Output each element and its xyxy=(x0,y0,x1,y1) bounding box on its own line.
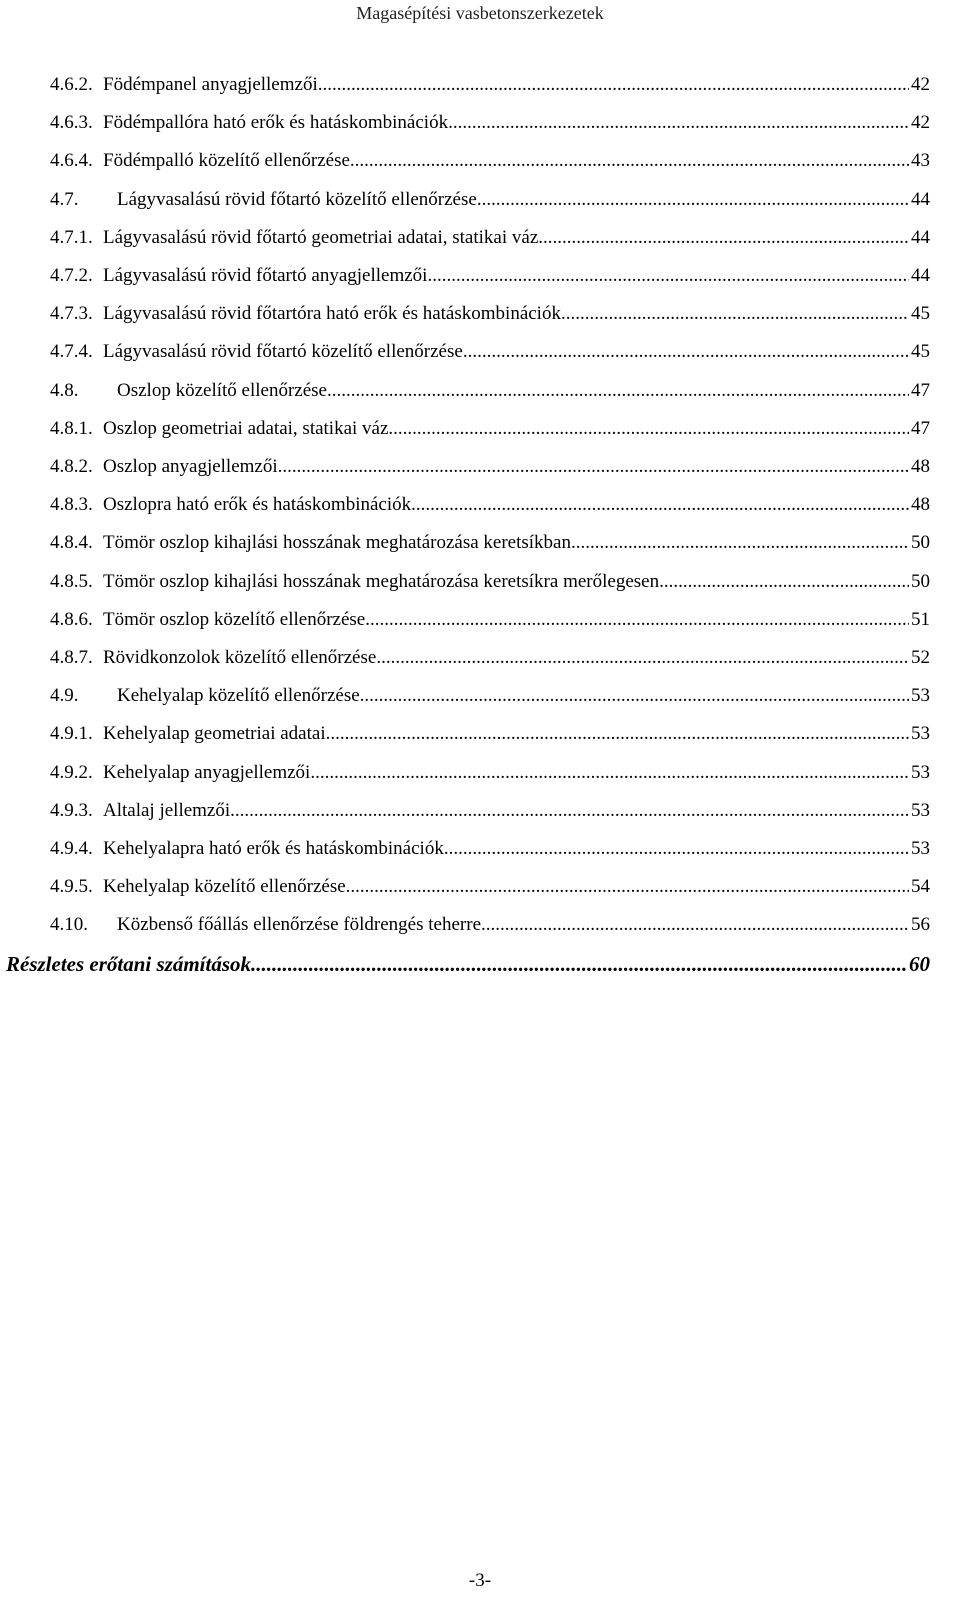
toc-entry[interactable] xyxy=(0,912,960,938)
toc-entry[interactable] xyxy=(0,760,960,786)
toc-entry-page: 51 xyxy=(911,608,930,630)
toc-entry[interactable] xyxy=(0,569,960,595)
dot-leader xyxy=(310,760,909,786)
toc-entry-page: 44 xyxy=(911,188,930,210)
toc-entry-body xyxy=(117,683,930,709)
toc-entry-title: Lágyvasalású rövid főtartó anyagjellemzői xyxy=(103,265,428,286)
toc-entry-body xyxy=(103,798,930,824)
toc-entry-number: 4.6.3. xyxy=(50,112,93,134)
toc-entry-body xyxy=(103,301,930,327)
toc-entry-body xyxy=(117,187,930,213)
toc-entry[interactable] xyxy=(0,874,960,900)
toc-entry-body xyxy=(103,148,930,174)
toc-entry-page: 44 xyxy=(911,265,930,286)
dot-leader xyxy=(481,912,909,938)
toc-entry[interactable] xyxy=(0,110,960,136)
toc-entry-page: 42 xyxy=(911,112,930,134)
dot-leader xyxy=(427,263,909,289)
toc-entry-title: Lágyvasalású rövid főtartóra ható erők és hatáskombinációk xyxy=(103,303,561,325)
toc-entry-body xyxy=(103,607,930,633)
dot-leader xyxy=(278,454,909,480)
toc-entry-body xyxy=(103,492,930,518)
toc-entry-body xyxy=(117,912,930,938)
toc-entry-title: Tömör oszlop kihajlási hosszának meghatározása keretsíkra merőlegesen xyxy=(103,570,660,592)
toc-entry-number: 4.9. xyxy=(50,685,79,707)
toc-entry[interactable] xyxy=(0,378,960,404)
toc-entry-page: 54 xyxy=(911,876,930,898)
toc-entry-page: 47 xyxy=(911,417,930,439)
toc-entry-title: Kehelyalap közelítő ellenőrzése xyxy=(103,876,346,898)
toc-entry-page: 48 xyxy=(911,456,930,477)
toc-entry-title: Födémpallóra ható erők és hatáskombinációk xyxy=(103,112,449,134)
toc-entry[interactable] xyxy=(0,645,960,671)
toc-entry-title: Kehelyalapra ható erők és hatáskombinációk xyxy=(103,838,444,859)
toc-entry-title: Altalaj jellemzői xyxy=(103,799,231,821)
toc-entry-number: 4.8.1. xyxy=(50,417,93,439)
toc-entry[interactable] xyxy=(0,301,960,327)
toc-entry-number: 4.10. xyxy=(50,914,88,936)
toc-entry[interactable] xyxy=(0,187,960,213)
toc-entry-title: Oszlop anyagjellemzői xyxy=(103,456,278,477)
toc-entry-body xyxy=(103,225,930,251)
toc-entry[interactable] xyxy=(0,951,960,977)
toc-entry-number: 4.7.3. xyxy=(50,303,93,325)
toc-entry-page: 44 xyxy=(911,226,930,248)
toc-entry-title: Oszlop geometriai adatai, statikai váz xyxy=(103,417,389,439)
dot-leader xyxy=(376,645,909,671)
dot-leader xyxy=(659,569,909,595)
toc-entry-body xyxy=(103,874,930,900)
toc-entry-title: Kehelyalap geometriai adatai xyxy=(103,723,326,745)
toc-entry-title: Tömör oszlop kihajlási hosszának meghatározása keretsíkban xyxy=(103,532,571,554)
toc-entry-number: 4.8.5. xyxy=(50,570,93,592)
toc-entry-body xyxy=(103,760,930,786)
dot-leader xyxy=(477,187,909,213)
toc-entry-page: 45 xyxy=(911,303,930,325)
toc-entry-body xyxy=(103,72,930,98)
dot-leader xyxy=(444,836,909,862)
dot-leader xyxy=(360,683,909,709)
toc-entry-number: 4.7.1. xyxy=(50,226,93,248)
dot-leader xyxy=(327,378,909,404)
toc-entry-title: Lágyvasalású rövid főtartó közelítő ellenőrzése xyxy=(117,188,477,210)
toc-entry-title: Födémpalló közelítő ellenőrzése xyxy=(103,150,350,172)
toc-entry-number: 4.8. xyxy=(50,379,79,401)
toc-entry-body xyxy=(103,530,930,556)
toc-entry[interactable] xyxy=(0,148,960,174)
dot-leader xyxy=(561,301,909,327)
toc-entry-body xyxy=(6,951,930,977)
toc-entry[interactable] xyxy=(0,721,960,747)
toc-entry-body xyxy=(103,263,930,289)
toc-entry[interactable] xyxy=(0,492,960,518)
toc-entry-page: 42 xyxy=(911,74,930,95)
toc-entry[interactable] xyxy=(0,836,960,862)
toc-entry[interactable] xyxy=(0,530,960,556)
dot-leader xyxy=(538,225,909,251)
toc-entry-title: Közbenső főállás ellenőrzése földrengés teherre xyxy=(117,914,481,936)
toc-entry-number: 4.9.2. xyxy=(50,761,93,783)
toc-entry-number: 4.8.2. xyxy=(50,456,93,477)
toc-entry-page: 53 xyxy=(911,761,930,783)
page-number: -3- xyxy=(468,1570,492,1591)
running-header: Magasépítési vasbetonszerkezetek xyxy=(356,3,604,23)
toc-entry-title: Oszlopra ható erők és hatáskombinációk xyxy=(103,494,412,516)
dot-leader xyxy=(350,148,909,174)
toc-entry-body xyxy=(103,645,930,671)
dot-leader xyxy=(571,530,909,556)
toc-entry-page: 52 xyxy=(911,647,930,668)
toc-entry-number: 4.8.7. xyxy=(50,647,93,668)
toc-entry-page: 53 xyxy=(911,685,930,707)
toc-entry-body xyxy=(117,378,930,404)
toc-entry-page: 53 xyxy=(911,723,930,745)
toc-entry[interactable] xyxy=(0,416,960,442)
dot-leader xyxy=(365,607,909,633)
toc-entry-body xyxy=(103,836,930,862)
toc-entry-page: 47 xyxy=(911,379,930,401)
toc-entry-number: 4.9.5. xyxy=(50,876,93,898)
toc-entry-page: 60 xyxy=(909,951,930,976)
toc-entry-number: 4.6.2. xyxy=(50,74,93,95)
toc-entry[interactable] xyxy=(0,72,960,98)
toc-entry[interactable] xyxy=(0,263,960,289)
dot-leader xyxy=(230,798,909,824)
toc-entry-number: 4.7.2. xyxy=(50,265,93,286)
toc-entry-page: 53 xyxy=(911,799,930,821)
dot-leader xyxy=(251,951,907,977)
dot-leader xyxy=(326,721,909,747)
toc-entry[interactable] xyxy=(0,683,960,709)
toc-entry-number: 4.7. xyxy=(50,188,79,210)
toc-entry-number: 4.9.3. xyxy=(50,799,93,821)
toc-entry-title: Lágyvasalású rövid főtartó geometriai adatai, statikai váz xyxy=(103,226,539,248)
toc-entry-page: 50 xyxy=(911,532,930,554)
toc-entry-body xyxy=(103,339,930,365)
toc-entry-page: 43 xyxy=(911,150,930,172)
toc-entry-title: Födémpanel anyagjellemzői xyxy=(103,74,318,95)
toc-entry-title: Kehelyalap közelítő ellenőrzése xyxy=(117,685,360,707)
toc-entry-body xyxy=(103,416,930,442)
toc-entry-title: Rövidkonzolok közelítő ellenőrzése xyxy=(103,647,377,668)
toc-entry-number: 4.6.4. xyxy=(50,150,93,172)
toc-entry-title: Tömör oszlop közelítő ellenőrzése xyxy=(103,608,366,630)
toc-entry-title: Részletes erőtani számítások xyxy=(6,951,252,976)
dot-leader xyxy=(463,339,909,365)
toc-entry[interactable] xyxy=(0,607,960,633)
toc-entry-page: 56 xyxy=(911,914,930,936)
toc-entry[interactable] xyxy=(0,454,960,480)
toc-entry-number: 4.9.1. xyxy=(50,723,93,745)
dot-leader xyxy=(448,110,909,136)
toc-entry-title: Kehelyalap anyagjellemzői xyxy=(103,761,311,783)
dot-leader xyxy=(318,72,909,98)
toc-entry-body xyxy=(103,110,930,136)
toc-entry-number: 4.8.6. xyxy=(50,608,93,630)
toc-entry-number: 4.8.3. xyxy=(50,494,93,516)
toc-entry-body xyxy=(103,454,930,480)
dot-leader xyxy=(411,492,909,518)
toc-entry-page: 53 xyxy=(911,838,930,859)
dot-leader xyxy=(388,416,909,442)
toc-entry-number: 4.7.4. xyxy=(50,341,93,363)
toc-entry[interactable] xyxy=(0,798,960,824)
dot-leader xyxy=(346,874,909,900)
toc-entry[interactable] xyxy=(0,225,960,251)
toc-entry-page: 50 xyxy=(911,570,930,592)
toc-entry-body xyxy=(103,721,930,747)
toc-entry[interactable] xyxy=(0,339,960,365)
toc-entry-page: 48 xyxy=(911,494,930,516)
toc-entry-page: 45 xyxy=(911,341,930,363)
toc-entry-body xyxy=(103,569,930,595)
toc-entry-number: 4.9.4. xyxy=(50,838,93,859)
toc-entry-title: Lágyvasalású rövid főtartó közelítő ellenőrzése xyxy=(103,341,463,363)
toc-entry-number: 4.8.4. xyxy=(50,532,93,554)
toc-entry-title: Oszlop közelítő ellenőrzése xyxy=(117,379,327,401)
